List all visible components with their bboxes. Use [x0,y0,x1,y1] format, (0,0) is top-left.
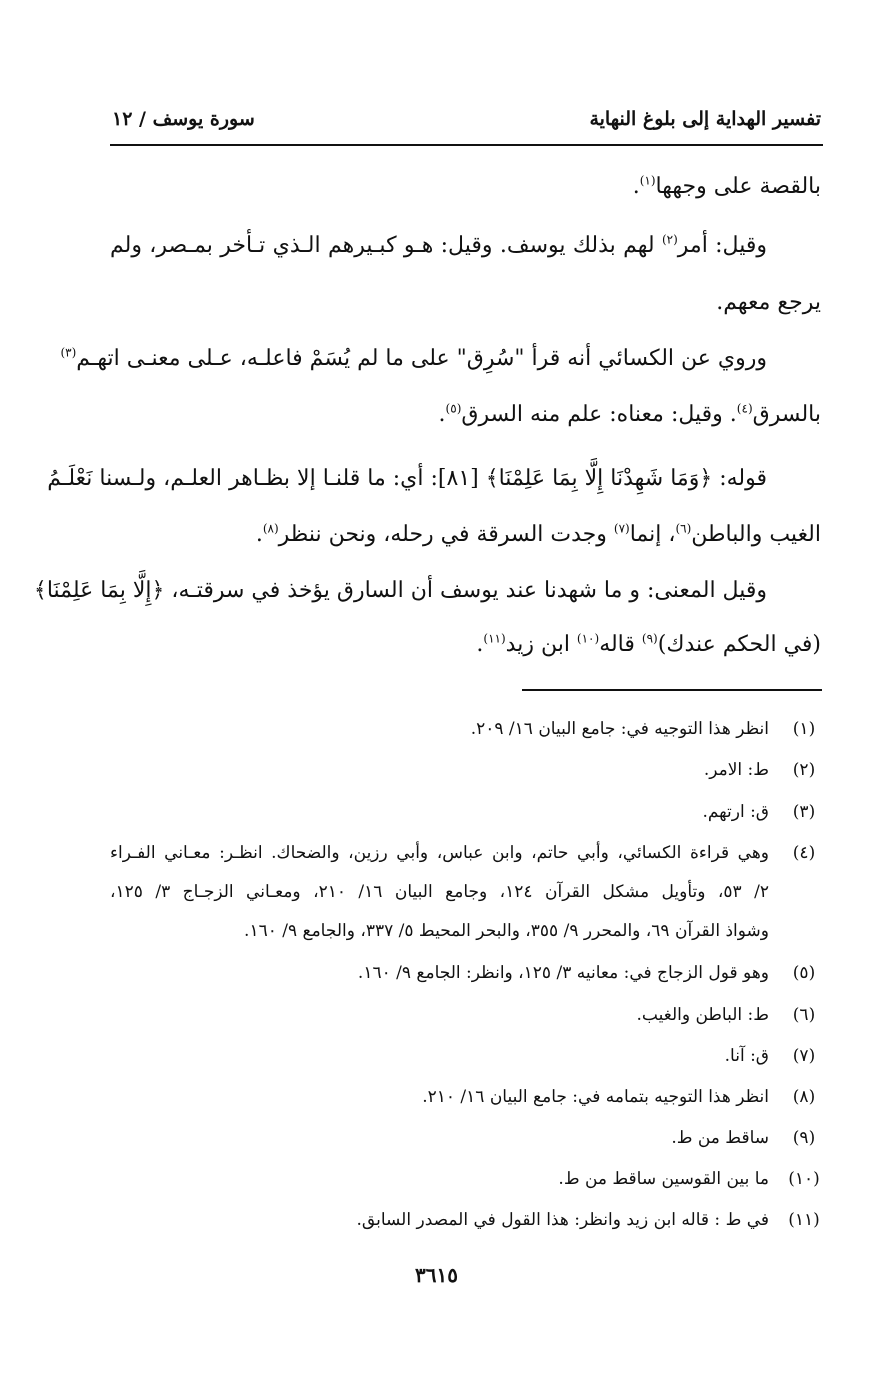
footnote-text-cont: وشواذ القرآن ٦٩، والمحرر ٩/ ٣٥٥، والبحر المحيط ٥/ ٣٣٧، والجامع ٩/ ١٦٠. [244,921,769,941]
footnote-text: ط: الباطن والغيب. [636,1005,769,1025]
body-line-5: بالسرق$^{(٤)}$. وقيل: معناه: علم منه السرق$^{(٥)}$. [438,401,821,427]
header-divider [110,144,823,146]
footnote-text: وهي قراءة الكسائي، وأبي حاتم، وابن عباس، وأبي رزين، والضحاك. انظـر: معـاني الفـراء [110,843,769,863]
footnote-divider [522,689,822,691]
footnote-number: (٨) [792,1087,816,1107]
footnote-number: (٣) [792,802,816,822]
footnote-text: وهو قول الزجاج في: معانيه ٣/ ١٢٥، وانظر: الجامع ٩/ ١٦٠. [357,963,769,983]
footnote-text: انظر هذا التوجيه بتمامه في: جامع البيان ١٦/ ٢١٠. [422,1087,769,1107]
footnote-number: (٢) [792,760,816,780]
body-line-4: وروي عن الكسائي أنه قرأ "سُرِق" على ما لم يُسَمْ فاعلـه، عـلى معنـى اتهـم$^{(٣)}$ [60,345,767,371]
footnote-text: انظر هذا التوجيه في: جامع البيان ١٦/ ٢٠٩. [470,719,769,739]
footnote-number: (٧) [792,1046,816,1066]
footnote-text: ساقط من ط. [671,1128,769,1148]
footnote-number: (١) [792,719,816,739]
page-number: ٣٦١٥ [415,1263,458,1287]
footnote-number: (٦) [792,1005,816,1025]
footnote-text: ما بين القوسين ساقط من ط. [558,1169,769,1189]
footnote-text: ق: ارتهم. [702,802,769,822]
book-title: تفسير الهداية إلى بلوغ النهاية [589,108,821,130]
footnote-number: (٤) [792,843,816,863]
body-line-8: وقيل المعنى: و ما شهدنا عند يوسف أن السارق يؤخذ في سرقتـه، ﴿إِلَّا بِمَا عَلِمْنَا﴾ [33,578,767,603]
body-line-7: الغيب والباطن$^{(٦)}$، إنما$^{(٧)}$ وجدت السرقة في رحله، ونحن ننظر$^{(٨)}$. [255,521,821,547]
footnote-number: (٥) [792,963,816,983]
body-line-2: وقيل: أمر$^{(٢)}$ لهم بذلك يوسف. وقيل: هـو كبـيرهم الـذي تـأخر بمـصر، ولم [110,232,767,258]
footnote-text-cont: ٢/ ٥٣، وتأويل مشكل القرآن ١٢٤، وجامع البيان ١٦/ ٢١٠، ومعـاني الزجـاج ٣/ ١٢٥، [110,882,770,902]
footnote-text: في ط : قاله ابن زيد وانظر: هذا القول في المصدر السابق. [356,1210,769,1230]
footnote-number: (١١) [788,1210,820,1230]
footnote-text: ط: الامر. [703,760,769,780]
footnote-number: (١٠) [788,1169,820,1189]
surah-label: سورة يوسف / ١٢ [112,108,255,130]
body-line-1: بالقصة على وجهها$^{(١)}$. [632,173,821,199]
body-line-9: (في الحكم عندك)$^{(٩)}$ قاله$^{(١٠)}$ ابن زيد$^{(١١)}$. [476,631,821,657]
body-line-3: يرجع معهم. [716,290,821,315]
footnote-number: (٩) [792,1128,816,1148]
footnote-text: ق: آنا. [724,1046,769,1066]
body-line-6: قوله: ﴿وَمَا شَهِدْنَا إِلَّا بِمَا عَلِمْنَا﴾ [٨١]: أي: ما قلنـا إلا بظـاهر العلـم، ولـسنا نَعْلَـمُ [47,466,767,491]
